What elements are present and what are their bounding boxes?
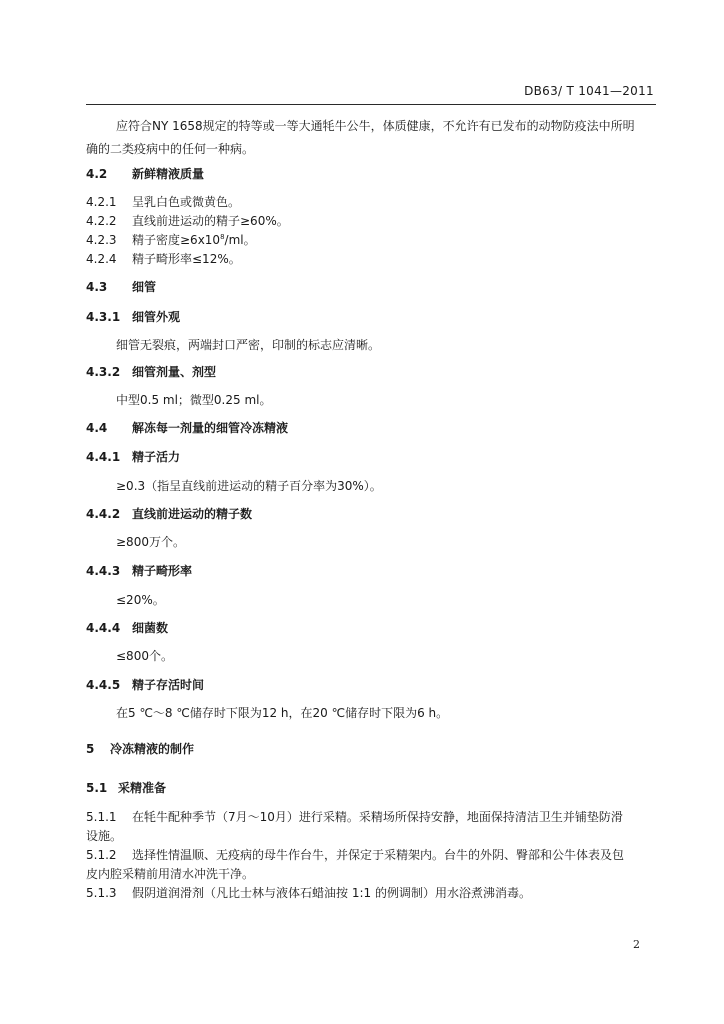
- text-4-3-1: 细管无裂痕，两端封口严密，印制的标志应清晰。: [116, 338, 381, 352]
- heading-4-3-2: 4.3.2 细管剂量、剂型: [86, 365, 217, 379]
- heading-4-3-1: 4.3.1 细管外观: [86, 310, 181, 324]
- heading-5: 5 冷冻精液的制作: [86, 742, 195, 756]
- intro-line-1: 应符合NY 1658规定的特等或一等大通牦牛公牛，体质健康，不允许有已发布的动物防疫法中所明: [116, 119, 635, 133]
- text-4-4-3: ≤20%。: [116, 593, 165, 607]
- heading-4-4-4: 4.4.4 细菌数: [86, 621, 169, 635]
- heading-5-1: 5.1 采精准备: [86, 781, 167, 795]
- heading-4-4-2: 4.4.2 直线前进运动的精子数: [86, 507, 253, 521]
- page-number: 2: [633, 938, 640, 951]
- heading-4-4-1: 4.4.1 精子活力: [86, 450, 181, 464]
- text-4-4-5: 在5 ℃～8 ℃储存时下限为12 h，在20 ℃储存时下限为6 h。: [116, 706, 449, 720]
- item-5-1-1-line-1: 5.1.1 在牦牛配种季节（7月～10月）进行采精。采精场所保持安静，地面保持清洁卫生并铺垫防滑: [86, 810, 623, 824]
- intro-line-2: 确的二类疫病中的任何一种病。: [86, 142, 255, 156]
- text-4-4-1: ≥0.3（指呈直线前进运动的精子百分率为30%）。: [116, 479, 382, 493]
- item-4-2-1: 4.2.1 呈乳白色或微黄色。: [86, 195, 241, 209]
- item-4-2-3: 4.2.3 精子密度$\ge 6x10^8/ml$。: [86, 233, 256, 247]
- item-5-1-2-line-1: 5.1.2 选择性情温顺、无疫病的母牛作台牛，并保定于采精架内。台牛的外阴、臀部和公牛体表及包: [86, 848, 625, 862]
- item-4-2-4: 4.2.4 精子畸形率≤12%。: [86, 252, 241, 266]
- text-4-3-2: 中型0.5 ml；微型0.25 ml。: [116, 393, 272, 407]
- heading-4-3: 4.3 细管: [86, 280, 157, 294]
- heading-4-4-5: 4.4.5 精子存活时间: [86, 678, 205, 692]
- item-4-2-2: 4.2.2 直线前进运动的精子≥60%。: [86, 214, 289, 228]
- item-5-1-3: 5.1.3 假阴道润滑剂（凡比士林与液体石蜡油按 1:1 的例调制）用水浴煮沸消毒。: [86, 886, 531, 900]
- item-5-1-2-line-2: 皮内腔采精前用清水冲洗干净。: [86, 867, 255, 881]
- text-4-4-2: ≥800万个。: [116, 535, 185, 549]
- item-5-1-1-line-2: 设施。: [86, 829, 123, 843]
- heading-4-4: 4.4 解冻每一剂量的细管冷冻精液: [86, 421, 289, 435]
- text-4-4-4: ≤800个。: [116, 649, 173, 663]
- header-rule: [86, 104, 656, 105]
- standard-code: DB63/ T 1041—2011: [524, 84, 654, 98]
- heading-4-2: 4.2 新鲜精液质量: [86, 167, 205, 181]
- heading-4-4-3: 4.4.3 精子畸形率: [86, 564, 193, 578]
